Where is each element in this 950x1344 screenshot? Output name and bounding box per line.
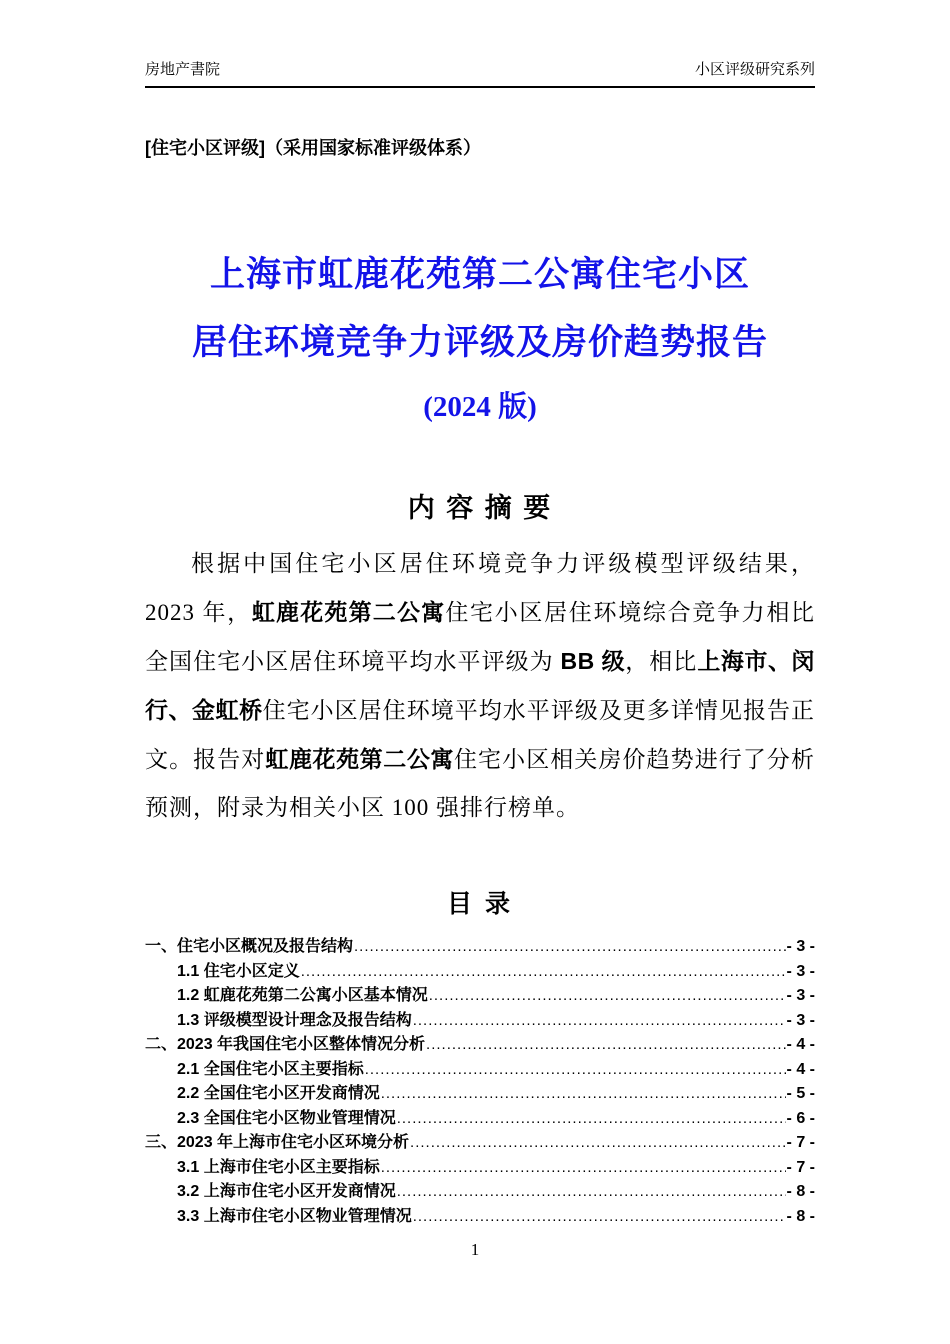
toc-entry-label: 2.1 全国住宅小区主要指标: [177, 1060, 364, 1078]
summary-text-run: 住宅小区相关房价趋势进行了分析预测，附录为相关小区 100 强排行榜单。: [145, 747, 816, 820]
summary-paragraph: [145, 540, 815, 832]
summary-text-run: 住宅小区居住环境平均水平评级及更多详情见报告正文。报告对: [145, 698, 816, 772]
toc-entry-label: 3.1 上海市住宅小区主要指标: [177, 1158, 380, 1176]
page-header: [145, 58, 815, 88]
header-left-text: 房地产書院: [145, 61, 221, 78]
toc-entry-label: 3.2 上海市住宅小区开发商情况: [177, 1183, 396, 1200]
toc-entry: [145, 1156, 815, 1181]
toc-entry-label: 一、住宅小区概况及报告结构: [145, 938, 354, 955]
toc-entry-label: 1.3 评级模型设计理念及报告结构: [177, 1011, 412, 1029]
toc-entry: [145, 935, 815, 960]
report-title-line1: 上海市虹鹿花苑第二公寓住宅小区: [209, 255, 750, 294]
summary-text-run: 根据中国住宅小区居住环境竞争力评级模型评级结果，2023 年，: [145, 551, 815, 625]
toc-entry: [145, 984, 815, 1009]
toc-dot-leader: [410, 1131, 786, 1156]
toc-entry-page: - 3 -: [786, 962, 815, 980]
toc-entry: [145, 1180, 815, 1205]
toc-dot-leader: [301, 960, 786, 985]
toc-entry-label: 2.3 全国住宅小区物业管理情况: [177, 1109, 396, 1127]
toc-entry-page: - 4 -: [786, 1036, 815, 1053]
toc-entry: [145, 1205, 815, 1230]
toc-entry-label: 二、2023 年我国住宅小区整体情况分析: [145, 1036, 426, 1053]
summary-bold-run: 虹鹿花苑第二公寓: [251, 599, 446, 625]
toc-entry: [145, 1107, 815, 1132]
page-number: 1: [470, 1240, 480, 1259]
report-title-block: [145, 255, 815, 424]
toc-entry: [145, 1009, 815, 1034]
toc-dot-leader: [413, 1009, 786, 1034]
toc-entry-page: - 6 -: [786, 1109, 815, 1127]
toc-dot-leader: [426, 1033, 786, 1058]
summary-bold-run: BB 级: [560, 648, 626, 674]
summary-bold-run: 虹鹿花苑第二公寓: [265, 746, 454, 772]
toc-dot-leader: [381, 1082, 786, 1107]
toc-entry-page: - 7 -: [786, 1134, 815, 1151]
rating-system-note: [住宅小区评级]（采用国家标准评级体系）: [145, 138, 481, 158]
toc-dot-leader: [397, 1180, 786, 1205]
toc-entry-label: 2.2 全国住宅小区开发商情况: [177, 1085, 380, 1102]
toc-dot-leader: [381, 1156, 786, 1181]
toc-entry-page: - 3 -: [786, 938, 815, 955]
toc-entry-page: - 3 -: [786, 987, 815, 1004]
toc-dot-leader: [397, 1107, 786, 1132]
toc-entry-label: 1.2 虹鹿花苑第二公寓小区基本情况: [177, 987, 428, 1004]
toc-list: [145, 935, 815, 1229]
toc-entry-page: - 4 -: [786, 1060, 815, 1078]
toc-entry: [145, 1082, 815, 1107]
report-title-line2: 居住环境竞争力评级及房价趋势报告: [191, 323, 768, 362]
toc-entry: [145, 960, 815, 985]
toc-entry-page: - 8 -: [786, 1207, 815, 1225]
toc-entry-page: - 3 -: [786, 1011, 815, 1029]
toc-entry: [145, 1033, 815, 1058]
toc-entry-label: 三、2023 年上海市住宅小区环境分析: [145, 1134, 410, 1151]
toc-entry-label: 3.3 上海市住宅小区物业管理情况: [177, 1207, 412, 1225]
summary-text-run: ，相比: [625, 649, 698, 674]
toc-entry-page: - 5 -: [786, 1085, 815, 1102]
toc-entry-label: 1.1 住宅小区定义: [177, 962, 300, 980]
summary-bold-run: 上海市、闵行、金虹桥: [145, 648, 815, 723]
toc-dot-leader: [429, 984, 786, 1009]
toc-entry: [145, 1131, 815, 1156]
summary-heading: 内 容 摘 要: [407, 493, 553, 523]
toc-dot-leader: [354, 935, 786, 960]
toc-entry: [145, 1058, 815, 1083]
toc-entry-page: - 8 -: [786, 1183, 815, 1200]
toc-dot-leader: [413, 1205, 786, 1230]
report-edition: (2024 版): [423, 391, 537, 423]
toc-heading: 目 录: [447, 890, 513, 918]
header-right-text: 小区评级研究系列: [694, 61, 815, 78]
toc-entry-page: - 7 -: [786, 1158, 815, 1176]
summary-text-run: 住宅小区居住环境综合竞争力相比全国住宅小区居住环境平均水平评级为: [145, 600, 816, 674]
toc-dot-leader: [365, 1058, 786, 1083]
